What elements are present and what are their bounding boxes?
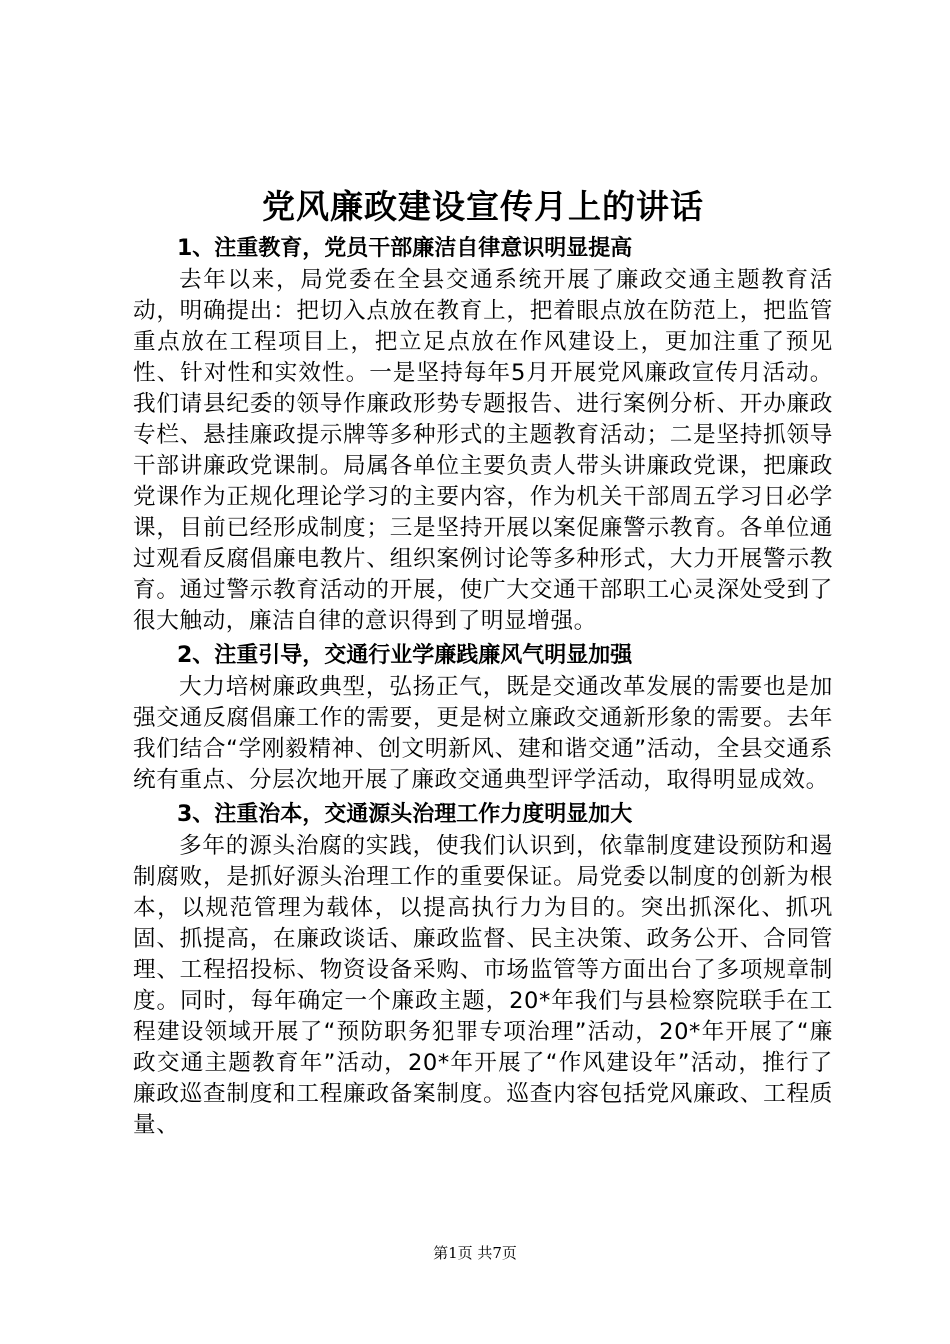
section-paragraph-2: 大力培树廉政典型，弘扬正气，既是交通改革发展的需要也是加强交通反腐倡廉工作的需要，更是树立廉政交通新形象的需要。去年我们结合“学刚毅精神、创文明新风、建和谐交通”活动，全县交通系统有重点、分层次地开展了廉政交通典型评学活动，取得明显成效。 [133,674,833,793]
document-title: 党风廉政建设宣传月上的讲话 [262,187,704,226]
document-content [133,183,833,1144]
section-paragraph-3: 多年的源头治腐的实践，使我们认识到，依靠制度建设预防和遏制腐败，是抓好源头治理工作的重要保证。局党委以制度的创新为根本，以规范管理为载体，以提高执行力为目的。突出抓深化、抓巩固、抓提高，在廉政谈话、廉政监督、民主决策、政务公开、合同管理、工程招投标、物资设备采购、市场监管等方面出台了多项规章制度。同时，每年确定一个廉政主题，20*年我们与县检察院联手在工程建设领域开展了“预防职务犯罪专项治理”活动，20*年开展了“廉政交通主题教育年”活动，20*年开展了“作风建设年”活动，推行了廉政巡查制度和工程廉政备案制度。巡查内容包括党风廉政、工程质量、 [133,833,833,1138]
section-paragraph-1: 去年以来，局党委在全县交通系统开展了廉政交通主题教育活动，明确提出：把切入点放在教育上，把着眼点放在防范上，把监管重点放在工程项目上，把立足点放在作风建设上，更加注重了预见性、针对性和实效性。一是坚持每年5月开展党风廉政宣传月活动。我们请县纪委的领导作廉政形势专题报告、进行案例分析、开办廉政专栏、悬挂廉政提示牌等多种形式的主题教育活动；二是坚持抓领导干部讲廉政党课制。局属各单位主要负责人带头讲廉政党课，把廉政党课作为正规化理论学习的主要内容，作为机关干部周五学习日必学课，目前已经形成制度；三是坚持开展以案促廉警示教育。各单位通过观看反腐倡廉电教片、组织案例讨论等多种形式，大力开展警示教育。通过警示教育活动的开展，使广大交通干部职工心灵深处受到了很大触动，廉洁自律的意识得到了明显增强。 [133,267,833,634]
section-heading-2: 2、注重引导，交通行业学廉践廉风气明显加强 [177,643,633,668]
page-number-footer: 第1页 共7页 [433,1244,517,1262]
section-heading-1: 1、注重教育，党员干部廉洁自律意识明显提高 [177,236,633,261]
section-heading-3: 3、注重治本，交通源头治理工作力度明显加大 [177,802,633,827]
